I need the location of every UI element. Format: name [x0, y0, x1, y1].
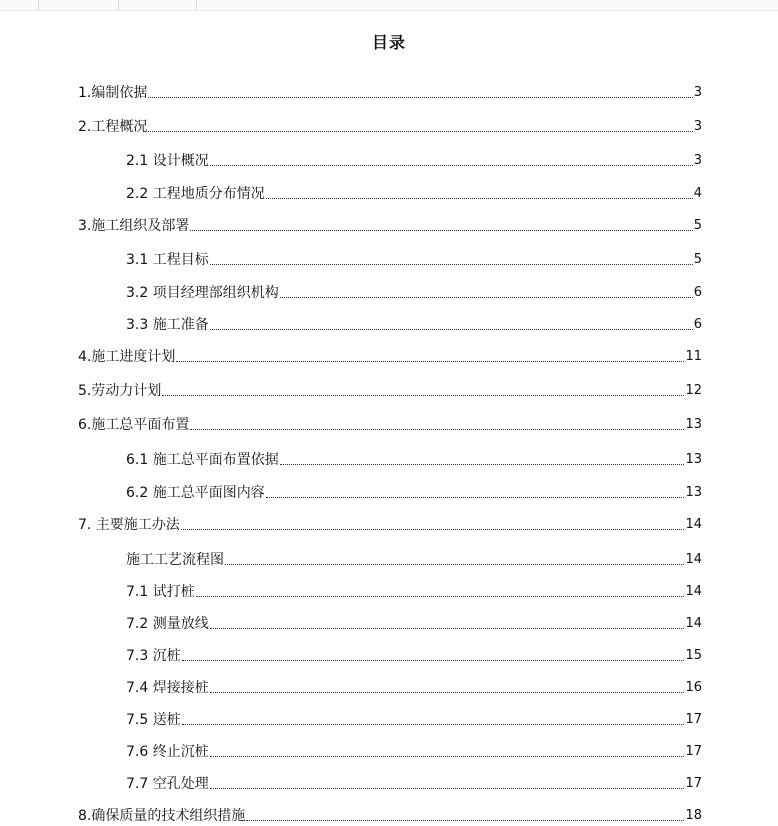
dot-leader	[148, 131, 692, 132]
dot-leader	[210, 756, 685, 757]
toc-entry-label: 3.3 施工准备	[126, 317, 209, 333]
toc-entry-page: 4	[693, 186, 702, 201]
toc-entry-page: 17	[685, 744, 702, 759]
toc-entry[interactable]	[78, 415, 702, 435]
dot-leader	[210, 692, 685, 693]
dot-leader	[225, 564, 684, 565]
toc-entry[interactable]	[78, 83, 702, 103]
toc-entry[interactable]	[126, 283, 702, 303]
toc-entry-page: 16	[685, 680, 702, 695]
dot-leader	[246, 820, 684, 821]
toc-entry[interactable]	[126, 483, 702, 503]
toc-entry[interactable]	[126, 614, 702, 634]
toc-entry-page: 17	[685, 712, 702, 727]
toc-entry-page: 3	[693, 85, 702, 100]
toc-entry[interactable]	[126, 646, 702, 666]
ruler-tick	[118, 0, 119, 10]
toc-entry-page: 14	[685, 552, 702, 567]
toc-entry-page: 12	[685, 383, 702, 398]
page-title: 目录	[371, 33, 406, 52]
dot-leader	[196, 596, 685, 597]
toc-entry[interactable]	[78, 806, 702, 826]
toc-entry-label: 1.编制依据	[78, 85, 148, 101]
toc-entry-page: 6	[693, 285, 702, 300]
toc-entry-label: 3.1 工程目标	[126, 252, 209, 268]
dot-leader	[266, 497, 685, 498]
toc-entry[interactable]	[126, 742, 702, 762]
toc-entry[interactable]	[78, 381, 702, 401]
toc-entry-page: 14	[685, 616, 702, 631]
dot-leader	[210, 628, 685, 629]
dot-leader	[190, 429, 684, 430]
ruler-tick	[196, 0, 197, 10]
dot-leader	[210, 165, 693, 166]
toc-entry-page: 6	[693, 317, 702, 332]
toc-entry-page: 13	[685, 417, 702, 432]
toc-entry-page: 14	[685, 584, 702, 599]
toc-entry-label: 7. 主要施工办法	[78, 517, 180, 533]
dot-leader	[266, 198, 693, 199]
dot-leader	[181, 529, 685, 530]
toc-entry-label: 6.2 施工总平面图内容	[126, 485, 265, 501]
toc-entry-page: 3	[693, 119, 702, 134]
dot-leader	[190, 230, 692, 231]
toc-entry-label: 7.5 送桩	[126, 712, 181, 728]
toc-entry-label: 7.6 终止沉桩	[126, 744, 209, 760]
toc-entry[interactable]	[126, 678, 702, 698]
dot-leader	[210, 329, 693, 330]
dot-leader	[182, 724, 685, 725]
toc-entry[interactable]	[126, 550, 702, 570]
toc-entry[interactable]	[126, 250, 702, 270]
dot-leader	[182, 660, 685, 661]
dot-leader	[280, 464, 685, 465]
toc-entry[interactable]	[78, 216, 702, 236]
toc-entry-label: 7.4 焊接接桩	[126, 680, 209, 696]
dot-leader	[210, 788, 685, 789]
ruler-tick	[38, 0, 39, 10]
toc-entry-label: 3.施工组织及部署	[78, 218, 190, 234]
toc-entry[interactable]	[78, 117, 702, 137]
top-ruler	[0, 0, 778, 11]
toc-entry-label: 5.劳动力计划	[78, 383, 162, 399]
dot-leader	[148, 97, 692, 98]
toc-entry-label: 7.1 试打桩	[126, 584, 195, 600]
toc-entry-label: 4.施工进度计划	[78, 349, 176, 365]
toc-entry-label: 7.2 测量放线	[126, 616, 209, 632]
toc-entry-label: 2.工程概况	[78, 119, 148, 135]
toc-entry-page: 13	[685, 485, 702, 500]
toc-entry[interactable]	[78, 347, 702, 367]
toc-entry-label: 8.确保质量的技术组织措施	[78, 808, 246, 824]
toc-entry-page: 18	[685, 808, 702, 823]
toc-entry-page: 11	[685, 349, 702, 364]
toc-entry-page: 14	[685, 517, 702, 532]
dot-leader	[162, 395, 684, 396]
toc-entry-label: 施工工艺流程图	[126, 552, 224, 568]
toc-entry-page: 5	[693, 218, 702, 233]
toc-entry-page: 17	[685, 776, 702, 791]
toc-entry-label: 2.2 工程地质分布情况	[126, 186, 265, 202]
toc-entry[interactable]	[126, 774, 702, 794]
toc-entry[interactable]	[126, 184, 702, 204]
toc-entry-label: 2.1 设计概况	[126, 153, 209, 169]
toc-entry[interactable]	[126, 450, 702, 470]
toc-entry-label: 6.施工总平面布置	[78, 417, 190, 433]
toc-entry[interactable]	[78, 515, 702, 535]
toc-entry[interactable]	[126, 582, 702, 602]
toc-entry-page: 3	[693, 153, 702, 168]
toc-entry[interactable]	[126, 710, 702, 730]
toc-entry-page: 15	[685, 648, 702, 663]
toc-entry-label: 3.2 项目经理部组织机构	[126, 285, 279, 301]
toc-entry[interactable]	[126, 151, 702, 171]
toc-entry-label: 7.7 空孔处理	[126, 776, 209, 792]
toc-entry-label: 6.1 施工总平面布置依据	[126, 452, 279, 468]
dot-leader	[280, 297, 693, 298]
toc-entry-page: 13	[685, 452, 702, 467]
dot-leader	[176, 361, 684, 362]
dot-leader	[210, 264, 693, 265]
toc-entry[interactable]	[126, 315, 702, 335]
toc-entry-page: 5	[693, 252, 702, 267]
toc-entry-label: 7.3 沉桩	[126, 648, 181, 664]
